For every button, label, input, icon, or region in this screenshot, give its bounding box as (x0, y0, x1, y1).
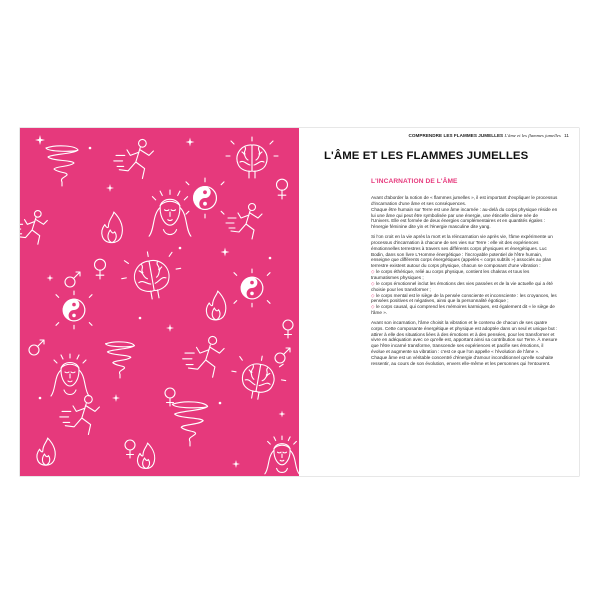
brain-icon (118, 247, 185, 304)
sparkle-icon (221, 248, 230, 257)
brain-icon (226, 137, 278, 178)
sparkle-icon (232, 460, 240, 468)
bullet-item (371, 269, 558, 281)
dot-icon (269, 257, 272, 260)
bullet-diamond-icon: ◇ (371, 304, 375, 310)
venus-symbol-icon (95, 259, 106, 279)
sparkle-icon (106, 184, 114, 192)
sparkle-icon (279, 411, 286, 418)
paragraph: Avant d'aborder la notion de « flammes jumelles », il est important d'expliquer le processus d'incarnation d'une âme et ses conséquences. (371, 195, 558, 206)
bullet-text: le corps éthérique, relié au corps physique, contient les chakras et tous les traumatismes physiques ; (371, 269, 530, 280)
running-figure-icon (60, 395, 100, 434)
book-spread (20, 128, 579, 476)
pattern-illustration (20, 128, 299, 476)
running-head-subtitle: L'âme et les flammes jumelles (504, 133, 561, 138)
woman-face-icon (149, 190, 191, 236)
flame-icon (102, 212, 123, 243)
illustration-page (20, 128, 299, 476)
woman-face-icon (51, 354, 89, 396)
mars-symbol-icon (275, 348, 290, 363)
page-title: L'ÂME ET LES FLAMMES JUMELLES (324, 150, 529, 162)
sparkle-icon (112, 394, 120, 402)
tornado-icon (106, 342, 135, 378)
body-text (371, 195, 558, 371)
running-figure-icon (183, 336, 224, 377)
bullet-text: le corps émotionnel inclut les émotions des vies passées et de la vie actuelle qui a été choisie pour les transformer ; (371, 280, 553, 292)
section-heading: L'INCARNATION DE L'ÂME (371, 178, 458, 185)
bullet-diamond-icon: ◇ (371, 269, 375, 275)
flame-icon (138, 443, 155, 469)
paragraph: Chaque être humain sur Terre est une âme incarnée : au-delà du corps physique réside en lui une âme qui peut être symbolisée par une énergie, une étincelle divine née de l'Univers. Elle est formée de deux énergies complémentaires et en quantités égales : l'énergie féminine dite yin et l'énergie masculine dite yang. (371, 206, 558, 230)
sparkle-icon (35, 135, 45, 145)
bullet-diamond-icon: ◇ (371, 280, 375, 286)
brain-icon (228, 351, 289, 403)
paragraph: Si l'on croit en la vie après la mort et la réincarnation vie après vie, l'âme expérimente un processus d'incarnation à chacune de ses vies sur Terre : elle vit des expériences émotionnelles terrestres à travers ses différents corps physiques et énergétiques. Luc Bodin, dans son livre L'Homme énergétique : l'incroyable potentiel de l'être humain, enseigne que différents corps énergétiques (appelés « corps subtils ») associés au plan terrestre existent autour du corps physique, chacun se composant d'une vibration : (371, 234, 553, 269)
dot-icon (39, 397, 42, 400)
running-figure-icon (114, 139, 154, 178)
sparkle-icon (47, 275, 54, 282)
running-head-chapter: COMPRENDRE LES FLAMMES JUMELLES (408, 133, 504, 138)
running-figure-icon (20, 211, 47, 245)
paragraph: Chaque âme est un véritable concentré d'énergie d'amour inconditionnel qu'elle souhaite ressentir, au cours de son évolution, envers elle-même et les personnes qui l'entourent. (371, 354, 554, 366)
sparkle-icon (186, 138, 195, 147)
woman-face-icon (265, 436, 299, 474)
yin-yang-icon (56, 291, 92, 329)
yin-yang-icon (234, 269, 270, 307)
text-page (299, 128, 579, 476)
flame-icon (206, 291, 225, 320)
page-number: 11 (564, 133, 569, 138)
dot-icon (139, 317, 142, 320)
tornado-icon (172, 402, 207, 446)
mars-symbol-icon (65, 272, 80, 287)
venus-symbol-icon (283, 320, 293, 338)
venus-symbol-icon (125, 440, 135, 458)
paragraph: Avant son incarnation, l'âme choisit la vibration et le contenu de chacun de ses quatre corps. Cette composante énergétique et physique est adoptée dans un seul et unique but : attirer à elle des situations liées à des émotions et à des pensées, pour les transformer et vivre en adéquation avec ce qu'elle est, apportant ainsi sa contribution sur Terre. À mesure que l'être incarné transforme, transcende ses expériences et pacifie ses émotions, il évolue et augmente sa vibration : c'est ce que l'on appelle « l'évolution de l'âme ». (371, 319, 558, 355)
venus-symbol-icon (277, 179, 288, 199)
mars-symbol-icon (29, 340, 44, 355)
yin-yang-icon (186, 178, 224, 218)
flame-icon (37, 438, 55, 465)
bullet-text: le corps causal, qui comprend les mémoires karmiques, est également dit « le siège de l'âme ». (371, 304, 555, 316)
sparkle-icon (166, 324, 174, 332)
bullet-text: le corps mental est le siège de la pensée consciente et inconsciente : les croyances, les pensées positives et négatives, ainsi que la personnalité égotique ; (371, 292, 557, 304)
running-figure-icon (226, 204, 262, 240)
bullet-item (371, 281, 558, 293)
tornado-icon (46, 146, 78, 186)
dot-icon (219, 402, 222, 405)
dot-icon (89, 147, 92, 150)
bullet-diamond-icon: ◇ (371, 292, 375, 298)
dot-icon (179, 247, 182, 250)
bullet-item (371, 293, 558, 305)
bullet-item (371, 304, 558, 316)
running-head (408, 133, 569, 138)
